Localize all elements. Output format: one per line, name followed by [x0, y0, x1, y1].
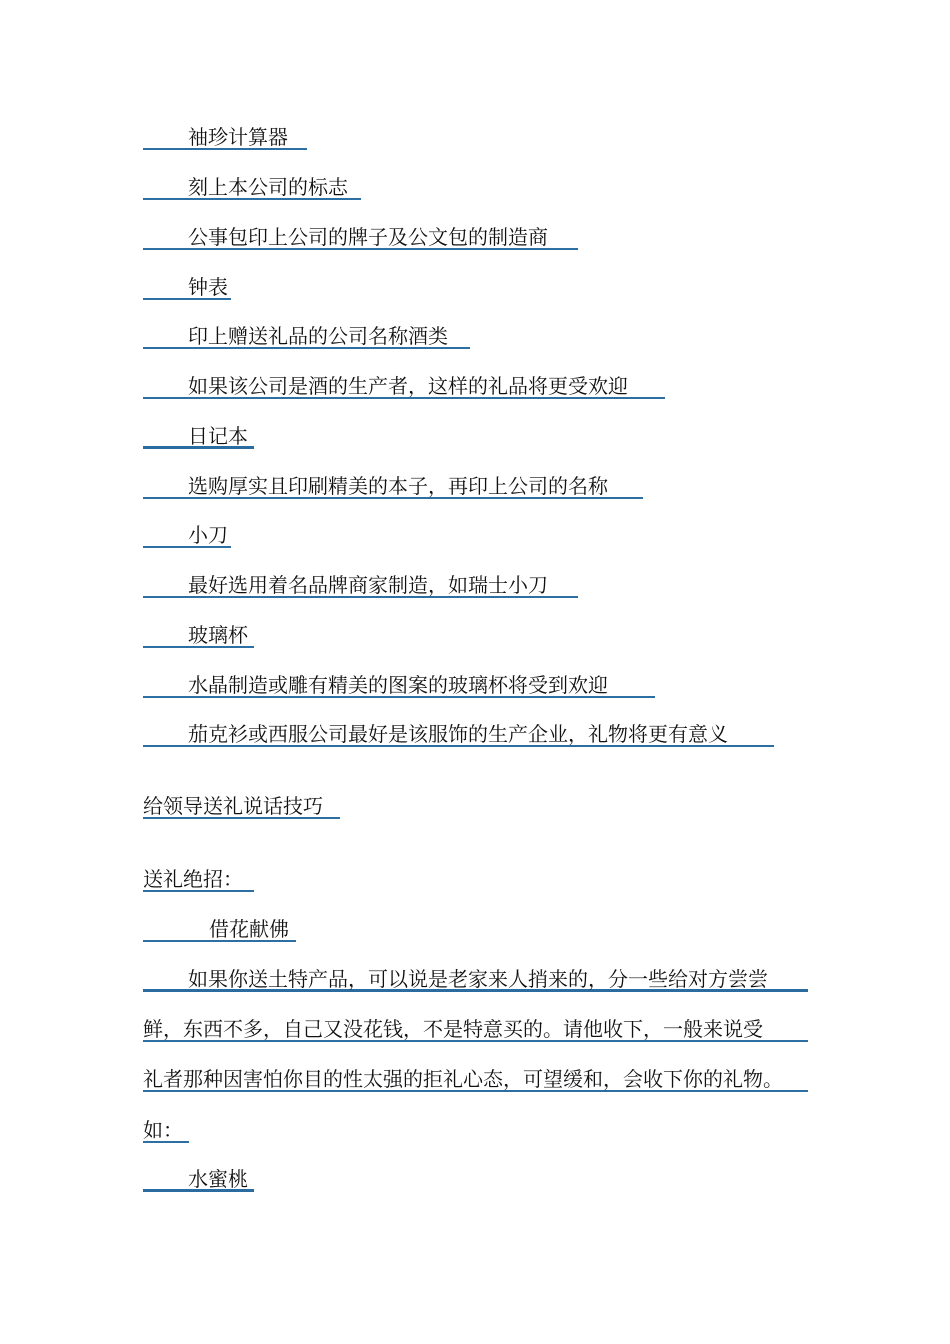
tip-title: 借花献佛	[143, 916, 296, 942]
paragraph-line: 如果你送土特产品，可以说是老家来人捎来的，分一些给对方尝尝	[143, 966, 808, 992]
example-item: 水蜜桃	[143, 1166, 254, 1192]
list-item: 选购厚实且印刷精美的本子，再印上公司的名称	[143, 473, 643, 499]
list-item: 公事包印上公司的牌子及公文包的制造商	[143, 224, 578, 250]
list-item: 钟表	[143, 274, 231, 300]
list-item: 玻璃杯	[143, 622, 254, 648]
section-title: 给领导送礼说话技巧	[143, 793, 340, 819]
paragraph-line: 礼者那种因害怕你目的性太强的拒礼心态，可望缓和，会收下你的礼物。	[143, 1066, 808, 1092]
paragraph-line: 如：	[143, 1117, 189, 1143]
list-item: 刻上本公司的标志	[143, 174, 361, 200]
tip-heading: 送礼绝招：	[143, 866, 254, 892]
list-item: 日记本	[143, 423, 254, 449]
paragraph-line: 鲜，东西不多，自己又没花钱，不是特意买的。请他收下，一般来说受	[143, 1016, 808, 1042]
list-item: 最好选用着名品牌商家制造，如瑞士小刀	[143, 572, 578, 598]
list-item: 水晶制造或雕有精美的图案的玻璃杯将受到欢迎	[143, 672, 655, 698]
list-item: 小刀	[143, 522, 231, 548]
list-item: 袖珍计算器	[143, 124, 307, 150]
list-item: 茄克衫或西服公司最好是该服饰的生产企业，礼物将更有意义	[143, 721, 774, 747]
list-item: 印上赠送礼品的公司名称酒类	[143, 323, 470, 349]
list-item: 如果该公司是酒的生产者，这样的礼品将更受欢迎	[143, 373, 665, 399]
